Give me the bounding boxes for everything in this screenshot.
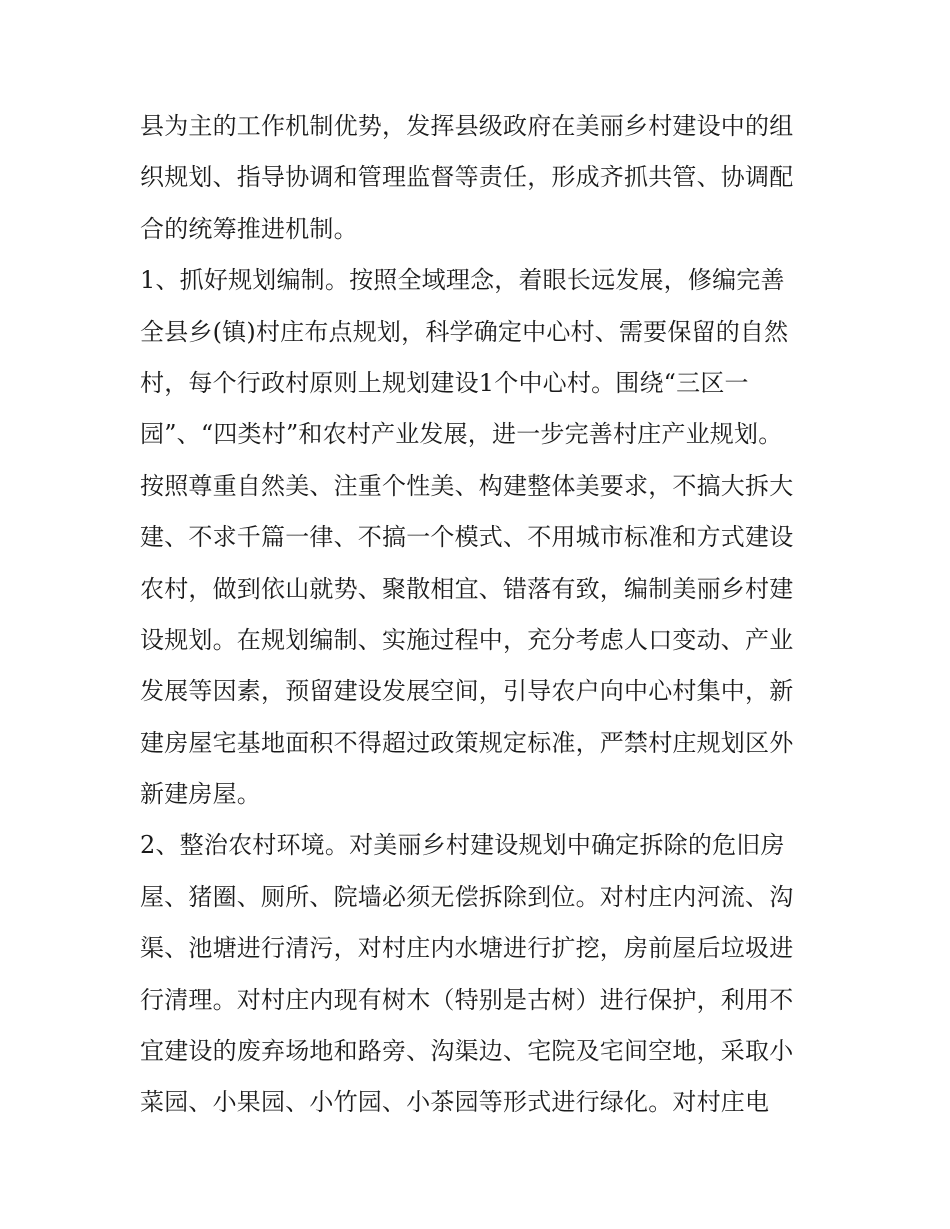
text-line: 行清理。对村庄内现有树木（特别是古树）进行保护，利用不 <box>140 985 794 1014</box>
text-line: 织规划、指导协调和管理监督等责任，形成齐抓共管、协调配 <box>140 163 794 192</box>
text-line: 2、整治农村环境。对美丽乡村建设规划中确定拆除的危旧房 <box>140 831 785 860</box>
text-line: 菜园、小果园、小竹园、小茶园等形式进行绿化。对村庄电 <box>140 1088 770 1117</box>
text-line: 宜建设的废弃场地和路旁、沟渠边、宅院及宅间空地，采取小 <box>140 1037 794 1066</box>
document-body-text <box>140 101 830 1129</box>
text-line: 合的统筹推进机制。 <box>140 214 358 243</box>
text-line: 全县乡(镇)村庄布点规划，科学确定中心村、需要保留的自然 <box>140 317 789 346</box>
text-line: 按照尊重自然美、注重个性美、构建整体美要求，不搞大拆大 <box>140 471 794 500</box>
text-line: 新建房屋。 <box>140 780 261 809</box>
text-line: 设规划。在规划编制、实施过程中，充分考虑人口变动、产业 <box>140 625 794 654</box>
text-line: 园”、“四类村”和农村产业发展，进一步完善村庄产业规划。 <box>140 420 783 449</box>
text-line: 屋、猪圈、厕所、院墙必须无偿拆除到位。对村庄内河流、沟 <box>140 882 794 911</box>
text-line: 1、抓好规划编制。按照全域理念，着眼长远发展，修编完善 <box>140 266 785 295</box>
text-line: 建房屋宅基地面积不得超过政策规定标准，严禁村庄规划区外 <box>140 728 794 757</box>
text-line: 农村，做到依山就势、聚散相宜、错落有致，编制美丽乡村建 <box>140 574 794 603</box>
text-line: 县为主的工作机制优势，发挥县级政府在美丽乡村建设中的组 <box>140 112 794 140</box>
text-line: 村，每个行政村原则上规划建设1个中心村。围绕“三区一 <box>140 368 749 397</box>
text-line: 发展等因素，预留建设发展空间，引导农户向中心村集中，新 <box>140 677 794 706</box>
text-line: 渠、池塘进行清污，对村庄内水塘进行扩挖，房前屋后垃圾进 <box>140 934 794 963</box>
text-line: 建、不求千篇一律、不搞一个模式、不用城市标准和方式建设 <box>140 523 794 552</box>
